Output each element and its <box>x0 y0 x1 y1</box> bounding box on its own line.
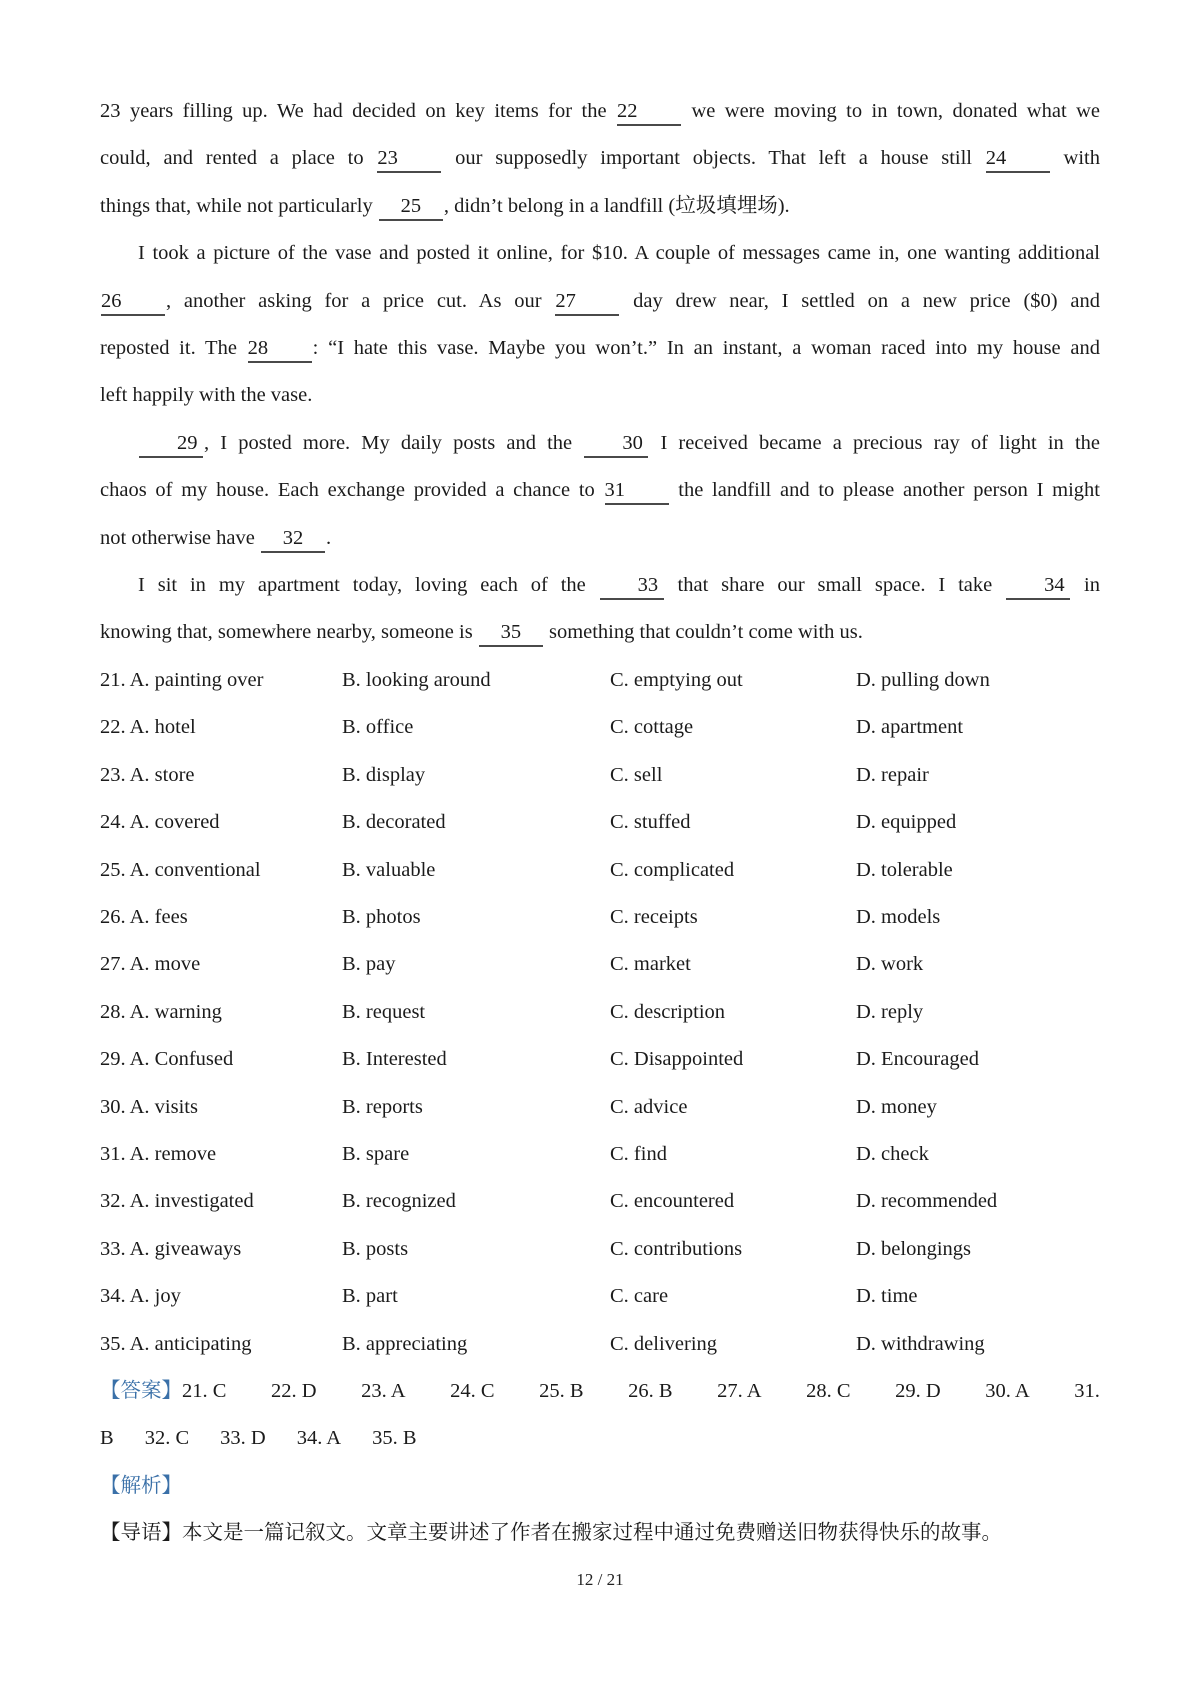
option-cell: D. time <box>856 1285 918 1308</box>
option-cell: D. equipped <box>856 811 957 834</box>
options-table <box>100 657 1100 1368</box>
blank-35: 35 <box>479 620 543 647</box>
option-cell: 23. A. store <box>100 763 195 786</box>
option-row <box>100 1273 1100 1320</box>
blank-28: 28 <box>248 336 312 363</box>
blank-22: 22 <box>617 99 681 126</box>
option-cell: D. tolerable <box>856 858 953 881</box>
passage-line: things that, while not particularly 25 , didn’t belong in a landfill (垃圾填埋场). <box>100 183 1100 230</box>
option-cell: D. Encouraged <box>856 1048 979 1071</box>
page-content <box>100 88 1100 1558</box>
passage-line: I sit in my apartment today, loving each of the 33 that share our small space. I take 34 in <box>100 562 1100 609</box>
option-cell: D. work <box>856 953 924 976</box>
option-cell: C. find <box>610 1142 667 1165</box>
passage-line: knowing that, somewhere nearby, someone is 35 something that couldn’t come with us. <box>100 609 1100 656</box>
passage-line: not otherwise have 32 . <box>100 515 1100 562</box>
option-cell: 34. A. joy <box>100 1285 181 1308</box>
answer-item: 30. A <box>985 1379 1030 1402</box>
option-cell: 27. A. move <box>100 953 201 976</box>
option-cell: C. sell <box>610 763 663 786</box>
option-cell: B. pay <box>342 953 396 976</box>
option-cell: D. reply <box>856 1000 924 1023</box>
option-row <box>100 704 1100 751</box>
option-cell: B. decorated <box>342 811 446 834</box>
option-cell: B. request <box>342 1000 426 1023</box>
passage-line: could, and rented a place to 23 our supposedly important objects. That left a house still 24 with <box>100 135 1100 182</box>
option-cell: C. advice <box>610 1095 688 1118</box>
passage-line: chaos of my house. Each exchange provided a chance to 31 the landfill and to please another person I might <box>100 467 1100 514</box>
option-cell: C. care <box>610 1285 669 1308</box>
option-cell: B. display <box>342 763 426 786</box>
answers-line-2 <box>100 1415 1100 1462</box>
option-row <box>100 1131 1100 1178</box>
option-cell: C. stuffed <box>610 811 691 834</box>
answer-item: 34. A <box>296 1427 342 1450</box>
option-row <box>100 847 1100 894</box>
answer-item: 21. C <box>182 1379 227 1402</box>
answer-item: B <box>100 1427 114 1450</box>
option-row <box>100 1321 1100 1368</box>
answer-item: 28. C <box>806 1379 851 1402</box>
blank-29: 29 <box>139 431 203 458</box>
option-row <box>100 799 1100 846</box>
answers-label-group <box>100 1368 226 1415</box>
option-cell: B. part <box>342 1285 398 1308</box>
blank-23: 23 <box>377 146 441 173</box>
answer-item: 24. C <box>450 1379 495 1402</box>
answer-item: 26. B <box>628 1379 673 1402</box>
analysis-label: 【解析】 <box>100 1474 182 1497</box>
option-cell: D. pulling down <box>856 668 990 691</box>
option-cell: 31. A. remove <box>100 1142 217 1165</box>
passage-line: 23 years filling up. We had decided on key items for the 22 we were moving to in town, donated what we <box>100 88 1100 135</box>
answer-item: 25. B <box>539 1379 584 1402</box>
blank-34: 34 <box>1006 573 1070 600</box>
option-cell: B. posts <box>342 1237 409 1260</box>
blank-25: 25 <box>379 194 443 221</box>
option-cell: C. delivering <box>610 1332 718 1355</box>
option-cell: C. receipts <box>610 905 698 928</box>
answer-item: 35. B <box>372 1427 417 1450</box>
passage-line: left happily with the vase. <box>100 384 313 407</box>
option-cell: C. cottage <box>610 716 694 739</box>
option-cell: C. contributions <box>610 1237 743 1260</box>
option-cell: B. reports <box>342 1095 423 1118</box>
option-cell: 35. A. anticipating <box>100 1332 252 1355</box>
option-row <box>100 941 1100 988</box>
option-row <box>100 752 1100 799</box>
option-cell: D. money <box>856 1095 937 1118</box>
option-cell: C. market <box>610 953 691 976</box>
option-row <box>100 1036 1100 1083</box>
option-cell: D. recommended <box>856 1190 998 1213</box>
answer-item: 33. D <box>220 1427 266 1450</box>
option-cell: B. appreciating <box>342 1332 468 1355</box>
blank-33: 33 <box>600 573 664 600</box>
answer-item: 22. D <box>271 1379 317 1402</box>
option-cell: 24. A. covered <box>100 811 220 834</box>
option-cell: 28. A. warning <box>100 1000 222 1023</box>
option-cell: 26. A. fees <box>100 905 188 928</box>
answers-label: 【答案】 <box>100 1379 182 1402</box>
option-cell: 29. A. Confused <box>100 1048 234 1071</box>
passage-line: I took a picture of the vase and posted it online, for $10. A couple of messages came in, one wanting additional <box>138 242 1100 265</box>
option-cell: D. belongings <box>856 1237 972 1260</box>
answer-item: 29. D <box>895 1379 941 1402</box>
option-cell: 32. A. investigated <box>100 1190 254 1213</box>
option-cell: C. description <box>610 1000 726 1023</box>
passage-line: reposted it. The 28 : “I hate this vase. Maybe you won’t.” In an instant, a woman raced into my house and <box>100 325 1100 372</box>
option-cell: B. office <box>342 716 414 739</box>
option-cell: 21. A. painting over <box>100 668 264 691</box>
option-cell: B. valuable <box>342 858 436 881</box>
blank-24: 24 <box>986 146 1050 173</box>
answers-line <box>100 1368 1100 1415</box>
option-cell: B. photos <box>342 905 421 928</box>
option-cell: 22. A. hotel <box>100 716 196 739</box>
option-cell: B. recognized <box>342 1190 456 1213</box>
blank-26: 26 <box>101 289 165 316</box>
option-row <box>100 989 1100 1036</box>
option-cell: C. emptying out <box>610 668 743 691</box>
option-cell: B. Interested <box>342 1048 447 1071</box>
option-cell: D. repair <box>856 763 929 786</box>
blank-30: 30 <box>584 431 648 458</box>
option-row <box>100 657 1100 704</box>
option-row <box>100 1226 1100 1273</box>
option-cell: B. looking around <box>342 668 491 691</box>
answer-item: 32. C <box>144 1427 190 1450</box>
option-cell: C. Disappointed <box>610 1048 744 1071</box>
answer-item: 31. <box>1074 1379 1100 1402</box>
blank-32: 32 <box>261 526 325 553</box>
option-cell: C. complicated <box>610 858 735 881</box>
option-cell: 33. A. giveaways <box>100 1237 242 1260</box>
option-cell: D. models <box>856 905 941 928</box>
answer-item: 23. A <box>361 1379 406 1402</box>
option-cell: C. encountered <box>610 1190 735 1213</box>
option-cell: D. check <box>856 1142 929 1165</box>
option-row <box>100 894 1100 941</box>
option-cell: D. apartment <box>856 716 964 739</box>
option-cell: B. spare <box>342 1142 410 1165</box>
passage-line: 26 , another asking for a price cut. As our 27 day drew near, I settled on a new price ($0) and <box>100 278 1100 325</box>
passage-line: 29 , I posted more. My daily posts and the 30 I received became a precious ray of light in the <box>100 420 1100 467</box>
option-cell: D. withdrawing <box>856 1332 985 1355</box>
answer-item: 27. A <box>717 1379 762 1402</box>
option-cell: 25. A. conventional <box>100 858 261 881</box>
blank-31: 31 <box>605 478 669 505</box>
page-number: 12 / 21 <box>576 1570 624 1589</box>
passage <box>100 88 1100 657</box>
option-row <box>100 1178 1100 1225</box>
blank-27: 27 <box>555 289 619 316</box>
option-cell: 30. A. visits <box>100 1095 198 1118</box>
option-row <box>100 1084 1100 1131</box>
intro-text: 【导语】本文是一篇记叙文。文章主要讲述了作者在搬家过程中通过免费赠送旧物获得快乐的故事。 <box>100 1522 1002 1545</box>
